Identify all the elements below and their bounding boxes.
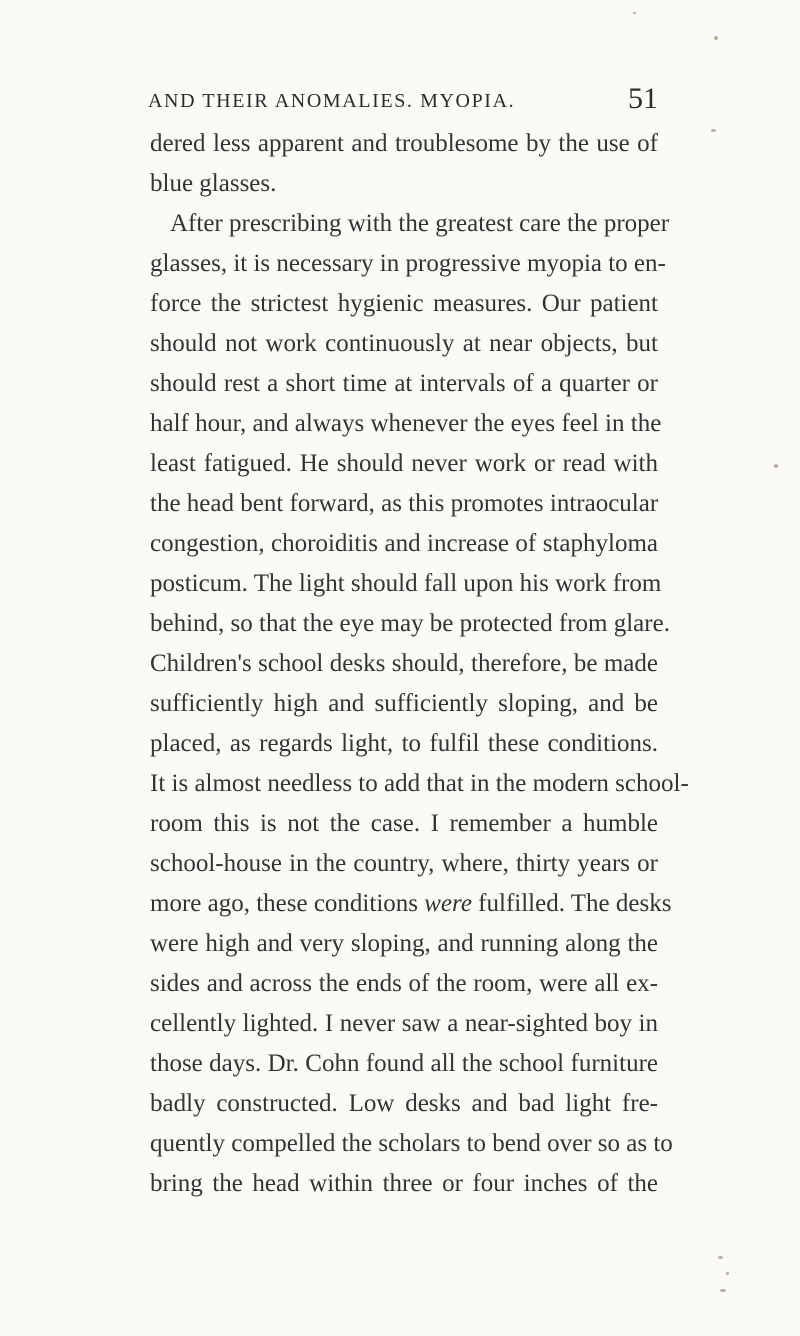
text-line: the head bent forward, as this promotes intraocular <box>150 490 659 517</box>
text-line-with-emphasis <box>150 884 672 924</box>
text-line: bring the head within three or four inches of the <box>150 1170 658 1197</box>
text-line: should rest a short time at intervals of a quarter or <box>150 370 658 397</box>
text-line: It is almost needless to add that in the modern school- <box>150 770 689 797</box>
paper-speck <box>774 464 778 468</box>
text-line: Children's school desks should, therefore, be made <box>150 650 658 677</box>
text-line: sufficiently high and sufficiently sloping, and be <box>150 690 658 717</box>
text-line: were high and very sloping, and running along the <box>150 930 658 957</box>
paper-speck <box>633 12 636 14</box>
text-line: sides and across the ends of the room, were all ex- <box>150 970 658 997</box>
text-line: force the strictest hygienic measures. Our patient <box>150 290 658 317</box>
text-line: posticum. The light should fall upon his work from <box>150 570 662 597</box>
page-number: 51 <box>628 82 658 115</box>
text-line: room this is not the case. I remember a humble <box>150 810 658 837</box>
paper-speck <box>718 1256 723 1259</box>
text-line: least fatigued. He should never work or read with <box>150 450 658 477</box>
text-line: quently compelled the scholars to bend over so as to <box>150 1130 673 1157</box>
text-line: cellently lighted. I never saw a near-sighted boy in <box>150 1010 658 1037</box>
text-line: those days. Dr. Cohn found all the school furniture <box>150 1050 658 1077</box>
paragraph-first-line: After prescribing with the greatest care the proper <box>170 210 670 237</box>
text-line: placed, as regards light, to fulfil these conditions. <box>150 730 658 757</box>
paper-speck <box>726 1272 729 1275</box>
text-line: congestion, choroiditis and increase of staphyloma <box>150 530 658 557</box>
paper-speck <box>720 1289 726 1292</box>
text-line: blue glasses. <box>150 170 277 197</box>
text-line: glasses, it is necessary in progressive myopia to en- <box>150 250 666 277</box>
running-title: AND THEIR ANOMALIES. MYOPIA. <box>148 90 516 112</box>
paper-speck <box>711 129 716 132</box>
text-line: half hour, and always whenever the eyes feel in the <box>150 410 662 437</box>
emphasis-text: were <box>424 890 479 917</box>
text-line: should not work continuously at near objects, but <box>150 330 658 357</box>
paper-speck <box>714 36 718 40</box>
running-head <box>148 82 658 120</box>
text-line: badly constructed. Low desks and bad light fre- <box>150 1090 658 1117</box>
text-line: school-house in the country, where, thirty years or <box>150 850 658 877</box>
text-line: dered less apparent and troublesome by the use of <box>150 130 658 157</box>
text-line: behind, so that the eye may be protected from glare. <box>150 610 670 637</box>
text-run: more ago, these conditions <box>150 890 425 917</box>
text-run: fulfilled. The desks <box>478 890 672 917</box>
